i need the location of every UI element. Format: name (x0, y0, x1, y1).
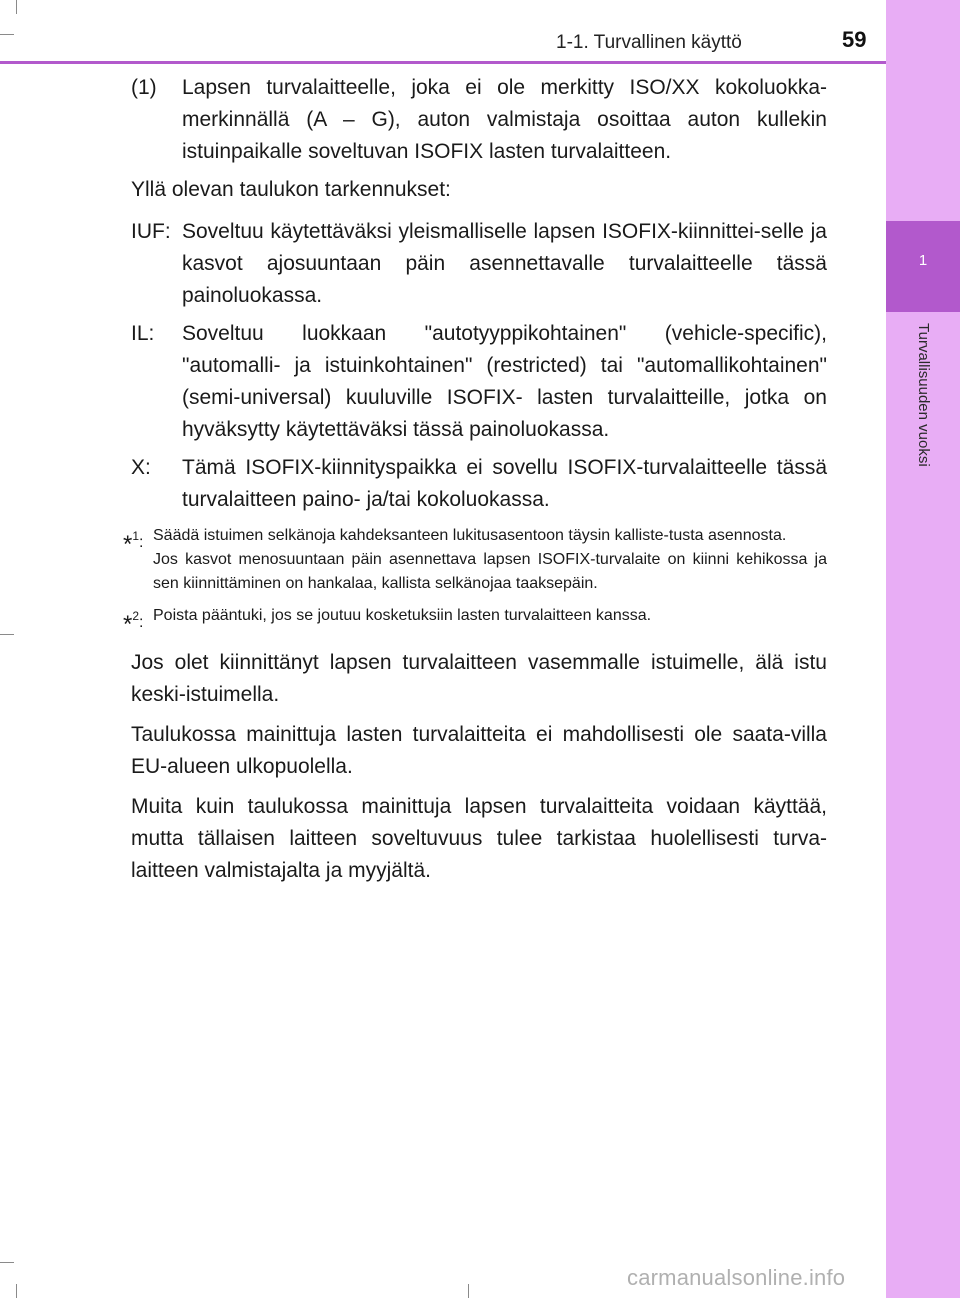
chapter-sidebar (886, 0, 960, 1298)
crop-mark (468, 1284, 469, 1298)
list-item-text: Lapsen turvalaitteelle, joka ei ole merkitty ISO/XX kokoluokka-merkinnällä (A – G), auton valmistaja osoittaa auton kullekin istuinpaikalle soveltuvan ISOFIX lasten turvalaitteen. (182, 76, 827, 163)
footnote (123, 524, 827, 596)
body-paragraph: Jos olet kiinnittänyt lapsen turvalaitteen vasemmalle istuimelle, älä istu keski-istuimella. (131, 651, 827, 706)
crop-mark (0, 34, 14, 35)
definition-term: IL: (131, 322, 155, 345)
watermark: carmanualsonline.info (627, 1265, 846, 1290)
definition-text: Soveltuu luokkaan "autotyyppikohtainen" (vehicle-specific), "automalli- ja istuinkohtainen" (restricted) tai "automallikohtainen" (semi-universal) kuuluville ISOFIX- lasten turvalaitteille, jotka on hyväksytty käytettäväksi tässä painoluokassa. (182, 322, 827, 441)
intro-text: Yllä olevan taulukon tarkennukset: (131, 178, 451, 201)
header-rule (0, 61, 886, 64)
definition-term: IUF: (131, 220, 171, 243)
list-item-label: (1) (131, 76, 157, 99)
definition-item (131, 318, 827, 446)
crop-mark (16, 1284, 17, 1298)
definition-term: X: (131, 456, 151, 479)
crop-mark (0, 634, 14, 635)
footnote-text: Poista pääntuki, jos se joutuu kosketuksiin lasten turvalaitteen kanssa. (153, 607, 652, 624)
chapter-title: Turvallisuuden vuoksi (915, 323, 932, 467)
body-paragraph: Taulukossa mainittuja lasten turvalaitteita ei mahdollisesti ole saata-villa EU-alueen ulkopuolella. (131, 723, 827, 778)
footnote-marker: *$^1$: (123, 529, 144, 558)
crop-mark (16, 0, 17, 14)
definition-text: Soveltuu käytettäväksi yleismalliselle lapsen ISOFIX-kiinnittei-selle ja kasvot ajosuuntaan päin asennettavalle turvalaitteelle tässä painoluokassa. (182, 220, 827, 307)
footnote-marker: *$^2$: (123, 609, 144, 638)
body-paragraph: Muita kuin taulukossa mainittuja lapsen turvalaitteita voidaan käyttää, mutta tällaisen laitteen soveltuvuus tulee tarkistaa huolellisesti turva-laitteen valmistajalta ja myyjältä. (131, 795, 827, 882)
page-number: 59 (842, 27, 867, 52)
section-title: 1-1. Turvallinen käyttö (556, 32, 742, 53)
list-item (131, 72, 827, 168)
chapter-number: 1 (918, 252, 928, 269)
footnote-text: Säädä istuimen selkänoja kahdeksanteen lukitusasentoon täysin kalliste-tusta asennosta. Jos kasvot menosuuntaan päin asennettava lapsen ISOFIX-turvalaite on kiinni kehikossa ja sen kiinnittäminen on hankalaa, kallista selkänojaa taaksepäin. (153, 527, 827, 592)
definition-item (131, 216, 827, 312)
definition-item (131, 452, 827, 516)
crop-mark (0, 1262, 14, 1263)
footnote (123, 604, 827, 638)
page-content (123, 72, 827, 895)
definition-text: Tämä ISOFIX-kiinnityspaikka ei sovellu ISOFIX-turvalaitteelle tässä turvalaitteen paino- ja/tai kokoluokassa. (182, 456, 827, 511)
